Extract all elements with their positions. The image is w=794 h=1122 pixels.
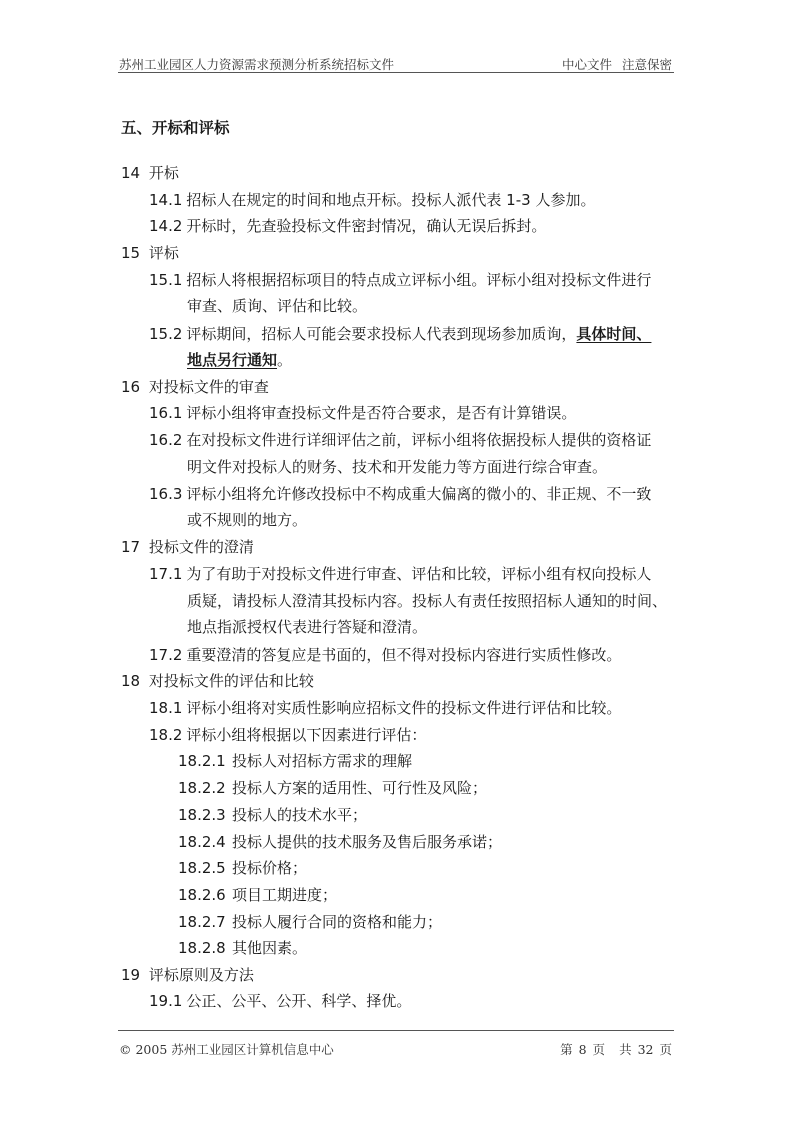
clause-text: 评标小组将根据以下因素进行评估： bbox=[186, 726, 427, 744]
page-number: 8 bbox=[578, 1042, 587, 1057]
clause-text: 评标期间，招标人可能会要求投标人代表到现场参加质询， bbox=[186, 325, 577, 343]
factor-item bbox=[178, 778, 487, 798]
factor-text: 投标人对招标方需求的理解 bbox=[232, 752, 413, 770]
clause-15-1-cont: 审查、质询、评估和比较。 bbox=[187, 297, 368, 315]
total-unit: 页 bbox=[659, 1042, 672, 1057]
clause-17-1-cont2: 地点指派授权代表进行答疑和澄清。 bbox=[187, 618, 428, 636]
clause-number: 18.2 bbox=[149, 726, 183, 744]
header-confidential-label: 注意保密 bbox=[621, 57, 672, 72]
factor-text: 投标价格； bbox=[232, 859, 308, 877]
clause-17 bbox=[121, 537, 254, 557]
clause-text: 投标文件的澄清 bbox=[148, 538, 254, 556]
clause-number: 17 bbox=[121, 538, 141, 556]
clause-17-2 bbox=[149, 645, 621, 665]
clause-text: 开标时，先查验投标文件密封情况，确认无误后拆封。 bbox=[186, 217, 547, 235]
clause-text: 评标小组将允许修改投标中不构成重大偏离的微小的、非正规、不一致 bbox=[186, 485, 652, 503]
clause-18 bbox=[121, 671, 314, 691]
factor-number: 18.2.8 bbox=[178, 939, 226, 957]
clause-number: 19.1 bbox=[149, 992, 183, 1010]
factor-item bbox=[178, 858, 307, 878]
clause-text: 对投标文件的审查 bbox=[148, 378, 269, 396]
clause-number: 15.1 bbox=[149, 271, 183, 289]
clause-19-1 bbox=[149, 991, 411, 1011]
factor-item bbox=[178, 805, 367, 825]
clause-14-1 bbox=[149, 190, 595, 210]
factor-text: 投标人提供的技术服务及售后服务承诺； bbox=[232, 833, 503, 851]
clause-text: 评标小组将审查投标文件是否符合要求，是否有计算错误。 bbox=[186, 404, 577, 422]
clause-15-2 bbox=[149, 324, 651, 344]
factor-item bbox=[178, 912, 442, 932]
clause-text: 评标小组将对实质性影响应招标文件的投标文件进行评估和比较。 bbox=[186, 699, 622, 717]
clause-number: 16.3 bbox=[149, 485, 183, 503]
clause-number: 18.1 bbox=[149, 699, 183, 717]
clause-number: 14.1 bbox=[149, 191, 183, 209]
clause-18-1 bbox=[149, 698, 621, 718]
factor-item bbox=[178, 832, 502, 852]
emphasis-text: 具体时间、 bbox=[576, 325, 652, 343]
page-unit: 页 bbox=[592, 1042, 606, 1057]
clause-number: 15.2 bbox=[149, 325, 183, 343]
clause-17-1 bbox=[149, 564, 651, 584]
factor-number: 18.2.3 bbox=[178, 806, 226, 824]
clause-16 bbox=[121, 377, 269, 397]
clause-text: 评标 bbox=[148, 244, 179, 262]
clause-number: 17.1 bbox=[149, 565, 183, 583]
clause-15-2-cont bbox=[187, 350, 292, 370]
page-prefix: 第 bbox=[560, 1042, 573, 1057]
clause-text: 开标 bbox=[148, 164, 179, 182]
clause-19 bbox=[121, 965, 254, 985]
clause-number: 16.1 bbox=[149, 404, 183, 422]
clause-text-tail: 。 bbox=[277, 351, 293, 369]
clause-number: 17.2 bbox=[149, 646, 183, 664]
clause-16-1 bbox=[149, 403, 576, 423]
clause-14 bbox=[121, 163, 179, 183]
header-labels bbox=[562, 55, 672, 73]
clause-number: 16.2 bbox=[149, 431, 183, 449]
header-doc-title: 苏州工业园区人力资源需求预测分析系统招标文件 bbox=[119, 57, 395, 72]
clause-16-2 bbox=[149, 430, 651, 450]
clause-number: 15 bbox=[121, 244, 141, 262]
clause-number: 19 bbox=[121, 966, 141, 984]
clause-16-2-cont: 明文件对投标人的财务、技术和开发能力等方面进行综合审查。 bbox=[187, 458, 608, 476]
footer-copyright: © 2005 苏州工业园区计算机信息中心 bbox=[119, 1042, 334, 1057]
clause-18-2 bbox=[149, 725, 426, 745]
factor-number: 18.2.2 bbox=[178, 779, 226, 797]
factor-item bbox=[178, 938, 307, 958]
clause-number: 14.2 bbox=[149, 217, 183, 235]
page-header bbox=[118, 52, 674, 73]
factor-number: 18.2.4 bbox=[178, 833, 226, 851]
factor-text: 投标人的技术水平； bbox=[232, 806, 368, 824]
clause-15 bbox=[121, 243, 179, 263]
factor-text: 投标人履行合同的资格和能力； bbox=[232, 913, 443, 931]
clause-text: 招标人将根据招标项目的特点成立评标小组。评标小组对投标文件进行 bbox=[186, 271, 652, 289]
clause-number: 18 bbox=[121, 672, 141, 690]
clause-text: 在对投标文件进行详细评估之前，评标小组将依据投标人提供的资格证 bbox=[186, 431, 652, 449]
factor-item bbox=[178, 751, 412, 771]
clause-15-1 bbox=[149, 270, 651, 290]
clause-text: 重要澄清的答复应是书面的，但不得对投标内容进行实质性修改。 bbox=[186, 646, 622, 664]
header-center-label: 中心文件 bbox=[561, 57, 612, 72]
clause-14-2 bbox=[149, 216, 546, 236]
factor-text: 其他因素。 bbox=[232, 939, 308, 957]
clause-text: 对投标文件的评估和比较 bbox=[148, 672, 314, 690]
factor-number: 18.2.6 bbox=[178, 886, 226, 904]
clause-17-1-cont1: 质疑，请投标人澄清其投标内容。投标人有责任按照招标人通知的时间、 bbox=[187, 592, 668, 610]
clause-number: 14 bbox=[121, 164, 141, 182]
clause-text: 为了有助于对投标文件进行审查、评估和比较，评标小组有权向投标人 bbox=[186, 565, 652, 583]
factor-text: 投标人方案的适用性、可行性及风险； bbox=[232, 779, 488, 797]
factor-number: 18.2.7 bbox=[178, 913, 226, 931]
clause-text: 公正、公平、公开、科学、择优。 bbox=[186, 992, 412, 1010]
clause-text: 招标人在规定的时间和地点开标。投标人派代表 1-3 人参加。 bbox=[186, 191, 596, 209]
page-footer bbox=[118, 1030, 674, 1057]
emphasis-text: 地点另行通知 bbox=[187, 351, 278, 369]
section-title: 五、开标和评标 bbox=[121, 119, 230, 137]
page-counter bbox=[554, 1040, 672, 1058]
factor-number: 18.2.5 bbox=[178, 859, 226, 877]
factor-number: 18.2.1 bbox=[178, 752, 226, 770]
clause-text: 评标原则及方法 bbox=[148, 966, 254, 984]
factor-item bbox=[178, 885, 337, 905]
total-pages: 32 bbox=[637, 1042, 654, 1057]
clause-16-3 bbox=[149, 484, 651, 504]
clause-number: 16 bbox=[121, 378, 141, 396]
total-prefix: 共 bbox=[619, 1042, 632, 1057]
factor-text: 项目工期进度； bbox=[232, 886, 338, 904]
clause-16-3-cont: 或不规则的地方。 bbox=[187, 511, 308, 529]
